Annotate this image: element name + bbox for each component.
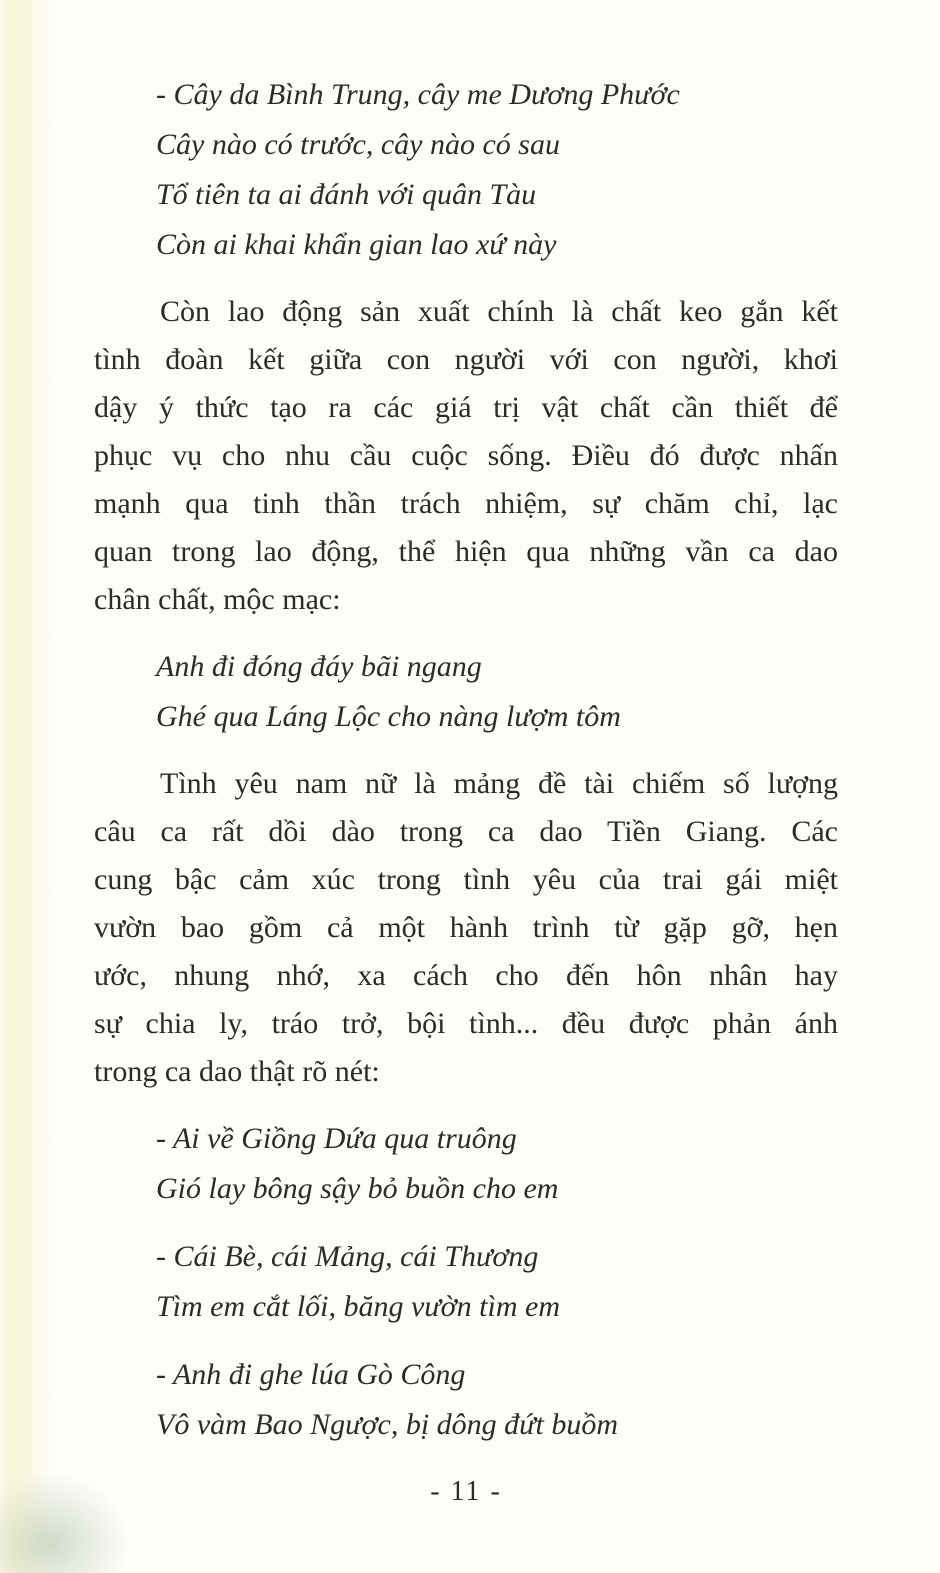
verse-line: - Anh đi ghe lúa Gò Công: [156, 1358, 466, 1391]
verse-line: - Ai về Giồng Dứa qua truông: [156, 1122, 517, 1155]
paragraph-line: ước, nhung nhớ, xa cách cho đến hôn nhân hay: [94, 959, 838, 992]
paragraph-line: sự chia ly, tráo trở, bội tình... đều được phản ánh: [94, 1007, 838, 1040]
paragraph-line: vườn bao gồm cả một hành trình từ gặp gỡ, hẹn: [94, 911, 838, 944]
paragraph-line: chân chất, mộc mạc:: [94, 583, 341, 616]
verse-block: [94, 1114, 838, 1214]
verse-block: [94, 70, 838, 270]
paragraph-block: [94, 760, 838, 1096]
paragraph-line: Còn lao động sản xuất chính là chất keo gắn kết: [160, 295, 838, 328]
verse-block: [94, 1350, 838, 1450]
verse-line: Tìm em cắt lối, băng vườn tìm em: [156, 1290, 560, 1323]
verse-line: Tổ tiên ta ai đánh với quân Tàu: [156, 178, 537, 211]
paragraph-line: cung bậc cảm xúc trong tình yêu của trai gái miệt: [94, 863, 838, 896]
paragraph-line: phục vụ cho nhu cầu cuộc sống. Điều đó được nhấn: [94, 439, 838, 472]
verse-block: [94, 642, 838, 742]
verse-line: Vô vàm Bao Ngược, bị dông đứt buồm: [156, 1408, 619, 1441]
paragraph-line: tình đoàn kết giữa con người với con người, khơi: [94, 343, 838, 376]
page-number: - 11 -: [430, 1476, 502, 1507]
verse-line: Cây nào có trước, cây nào có sau: [156, 128, 560, 161]
page-gutter-shadow: [0, 0, 54, 1573]
paragraph-line: quan trong lao động, thể hiện qua những vần ca dao: [94, 535, 838, 568]
paragraph-line: mạnh qua tinh thần trách nhiệm, sự chăm chỉ, lạc: [94, 487, 838, 520]
verse-line: Gió lay bông sậy bỏ buồn cho em: [156, 1172, 559, 1205]
paragraph-line: Tình yêu nam nữ là mảng đề tài chiếm số lượng: [160, 767, 838, 800]
paragraph-block: [94, 288, 838, 624]
verse-line: - Cây da Bình Trung, cây me Dương Phước: [156, 78, 680, 111]
verse-block: [94, 1232, 838, 1332]
paragraph-line: dậy ý thức tạo ra các giá trị vật chất cần thiết để: [94, 391, 838, 424]
paragraph-line: câu ca rất dồi dào trong ca dao Tiền Giang. Các: [94, 815, 838, 848]
page-content: [94, 52, 838, 1508]
verse-line: Ghé qua Láng Lộc cho nàng lượm tôm: [156, 700, 621, 733]
verse-line: - Cái Bè, cái Mảng, cái Thương: [156, 1240, 539, 1273]
verse-line: Anh đi đóng đáy bãi ngang: [156, 650, 482, 683]
verse-line: Còn ai khai khẩn gian lao xứ này: [156, 228, 557, 261]
paragraph-line: trong ca dao thật rõ nét:: [94, 1055, 380, 1088]
